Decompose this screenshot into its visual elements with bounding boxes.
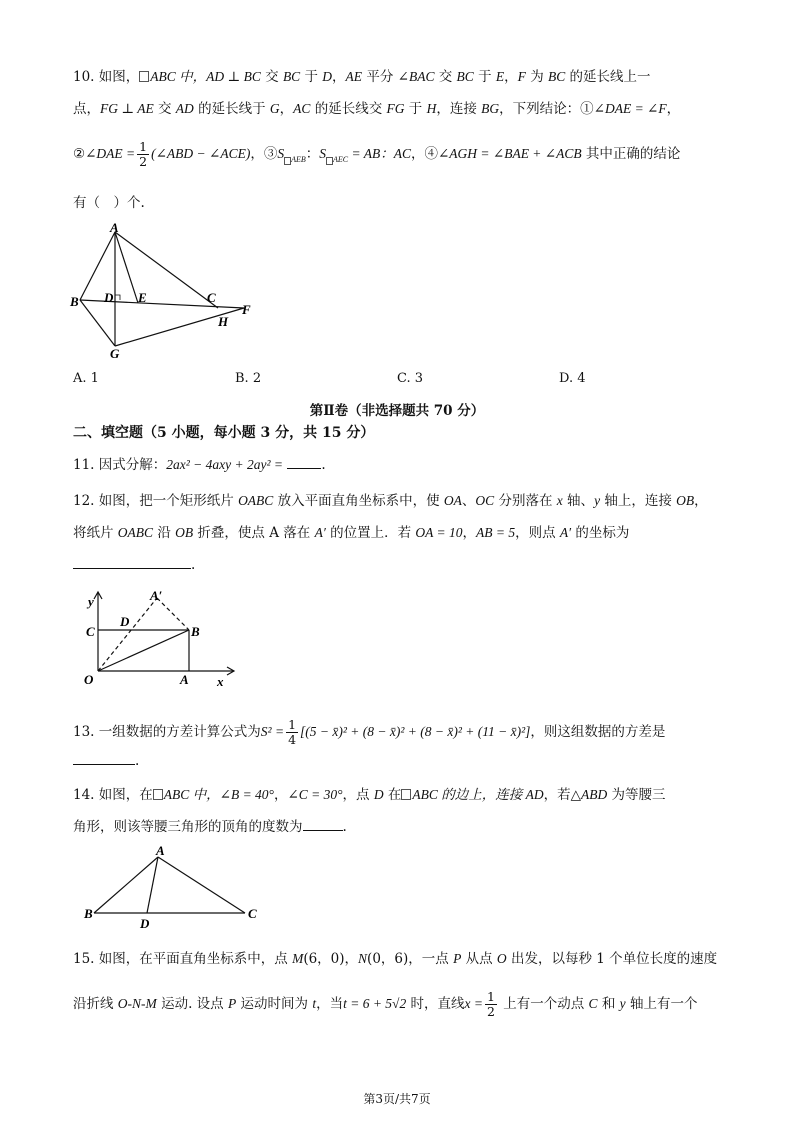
math: FG [386,101,405,116]
math: D [322,69,333,84]
label-C: C [207,290,216,305]
text: ，连接 [436,101,482,117]
label-x: x [217,674,224,688]
text: ② [73,146,86,162]
math: x [556,493,563,508]
text: (0，6)，一点 [367,951,454,967]
text: ，下列结论：① [499,101,594,117]
side-AC [158,857,245,913]
text: 为 [525,69,548,85]
math: A′ [559,525,572,540]
text: 点， [73,101,100,117]
math: O-N-M [117,996,157,1011]
text: ： [305,146,320,162]
math: y [619,996,626,1011]
math: S [319,146,326,161]
math: A′ [314,525,326,540]
math: ∠DAE = [85,146,136,161]
text: 落在 [278,525,315,541]
q13-line2 [73,752,139,770]
text: 15. 如图，在平面直角坐标系中，点 [73,951,293,967]
text: ， [279,101,294,117]
text: 沿 [153,525,176,541]
text: 从点 [461,951,497,967]
numerator: 1 [288,717,297,732]
text: 交 [260,69,283,85]
triangle-box-icon [401,789,411,800]
label-D: D [104,290,114,305]
math: H [426,101,437,116]
text: 折叠，使点 [193,525,270,541]
answer-blank[interactable] [303,830,343,831]
math: △ABD [570,787,608,802]
text: 在 [383,787,402,803]
option-a[interactable]: A. 1 [73,371,99,386]
math: S [277,146,285,161]
text: 轴上，连接 [600,493,677,509]
page-footer: 第3页/共7页 [363,1092,431,1106]
answer-blank[interactable] [73,568,191,569]
math: P [453,951,462,966]
math: AD [525,787,544,802]
q14-line2 [73,818,347,836]
math: AEC [333,154,349,164]
q12-line3 [73,556,195,574]
math: AB = 5 [476,525,516,540]
math: BC [548,69,566,84]
line-AE [115,232,138,303]
line-AH [115,232,218,308]
label-E: E [138,290,147,305]
q14-figure [80,843,270,933]
label-y: y [88,594,94,609]
math: D [373,787,384,802]
label-A: A [110,220,119,235]
text: ， [504,69,518,85]
triangle-box-icon [326,157,333,165]
math: AC [293,101,311,116]
line-BG [80,300,115,346]
option-c[interactable]: C. 3 [397,371,424,386]
math: 2ax² − 4axy + 2ay² = [166,457,284,472]
math: P [227,996,237,1011]
q10-line4: 有（ ）个. [73,195,145,211]
text: 沿折线 [73,996,118,1012]
right-angle-mark [115,295,120,300]
triangle-box-icon [153,789,163,800]
text: ， [666,101,681,117]
section-heading: 二、填空题（5 小题，每小题 3 分，共 15 分） [73,425,375,441]
text: ， [462,525,476,541]
text: 轴上有一个 [625,996,698,1012]
answer-blank[interactable] [287,468,321,469]
math: OABC [238,493,274,508]
q12-line2 [73,524,629,542]
math: OC [475,493,495,508]
option-b[interactable]: B. 2 [235,371,262,386]
text: (6，0)， [303,951,359,967]
label-B: B [191,624,200,639]
text: 11. 因式分解： [73,457,167,473]
math: t = 6 + 5√2 [343,996,407,1011]
text: 的延长线交 [310,101,387,117]
label-A: A [156,843,165,858]
text: ，点 [342,787,374,803]
math: OB [676,493,695,508]
q10-figure [68,220,268,362]
math: (∠ABD − ∠ACE) [151,146,251,161]
text: ，若 [543,787,571,803]
math: ∠DAE = ∠F [593,101,667,116]
label-B: B [70,294,79,309]
label-B: B [84,906,93,921]
q10-line2 [73,100,680,118]
text: 的坐标为 [571,525,630,541]
diagonal-OB [98,630,189,671]
text: 角形，则该等腰三角形的顶角的度数为 [73,819,303,835]
math: FG ⊥ AE [100,101,154,116]
math: x = [464,996,483,1011]
math: AE [345,69,363,84]
text: 出发，以每秒 1 个单位长度的速度 [506,951,718,967]
text: 放入平面直角坐标系中，使 [273,493,444,509]
text: 运动时间为 [236,996,313,1012]
label-A: A [180,672,189,687]
option-d[interactable]: D. 4 [559,371,586,386]
text: 将纸片 [73,525,118,541]
fold-OAp [98,598,157,671]
fraction [286,718,298,747]
text: 和 [597,996,620,1012]
denominator: 2 [139,154,148,169]
math: BC [456,69,474,84]
text: 13. 一组数据的方差计算公式为 [73,724,261,740]
text: 的位置上．若 [325,525,416,541]
text: ，则点 [515,525,560,541]
q10-line1 [73,68,651,86]
text: 14. 如图，在 [73,787,153,803]
math: OABC [117,525,154,540]
text: 的延长线上一 [565,69,651,85]
denominator: 4 [288,732,297,747]
text: 分别落在 [494,493,557,509]
text: . [135,753,140,769]
math: C [588,996,598,1011]
text: ，④ [410,146,438,162]
numerator: 1 [487,989,495,1004]
text: 的延长线于 [193,101,270,117]
text: 12. 如图，把一个矩形纸片 [73,493,239,509]
text: 为等腰三 [607,787,666,803]
math: N [358,951,368,966]
math: OA [443,493,462,508]
label-O: O [84,672,94,687]
math: ∠C = 30° [287,787,343,802]
q12-figure [72,586,242,688]
text: ，③ [250,146,278,162]
text: 交 [434,69,457,85]
math: ∠B = 40° [219,787,274,802]
text: 其中正确的结论 [581,146,681,162]
text: ABC 中， [150,69,207,84]
label-A-prime: A′ [150,588,163,603]
fraction [485,990,497,1019]
numerator: 1 [139,139,148,154]
denominator: 2 [487,1004,495,1019]
q14-line1 [73,786,666,804]
label-H: H [218,314,229,329]
text: 于 [404,101,427,117]
q11-line [73,456,326,474]
label-F: F [242,302,251,317]
label-D: D [140,916,150,931]
math: = AB：AC [348,146,411,161]
q13-line1 [73,718,665,747]
math: ABC 中， [163,787,220,802]
math: AD ⊥ BC [206,69,261,84]
text: ， [332,69,346,85]
section-title: 第Ⅱ卷（非选择题共 70 分） [309,403,485,419]
label-D: D [120,614,130,629]
text: . [321,457,326,473]
label-C: C [86,624,95,639]
math: t [312,996,317,1011]
math: y [594,493,601,508]
math: M [292,951,304,966]
label-G: G [110,346,120,361]
label-C: C [248,906,257,921]
math: F [517,69,526,84]
text: A [269,525,279,541]
text: 于 [473,69,496,85]
math: E [495,69,505,84]
text: . [191,557,196,573]
math: ABC 的边上，连接 [412,787,526,802]
q15-line2 [73,990,697,1019]
math: G [269,101,280,116]
math: [(5 − x̄)² + (8 − x̄)² + (8 − x̄)² + (11 − x̄)²] [300,724,531,739]
text: 时，直线 [406,996,465,1012]
math: ∠AGH = ∠BAE + ∠ACB [437,146,582,161]
text: ， [694,493,708,509]
math: BC [282,69,301,84]
text: 10. 如图， [73,69,140,85]
q12-line1 [73,492,708,510]
text: 交 [153,101,176,117]
math: AD [175,101,194,116]
answer-blank[interactable] [73,764,135,765]
q15-line1 [73,950,717,968]
triangle-box-icon [139,71,149,82]
text: ，则这组数据的方差是 [530,724,666,740]
q10-line3 [73,140,680,169]
text: 运动. 设点 [156,996,228,1012]
math: ∠BAC [397,69,435,84]
math: OB [175,525,194,540]
text: ， [273,787,288,803]
text: 上有一个动点 [498,996,589,1012]
math: OA = 10 [415,525,463,540]
fraction [137,140,149,169]
text: 轴、 [562,493,595,509]
text: ，当 [316,996,344,1012]
math: O [496,951,507,966]
math: S² = [260,724,285,739]
text: 、 [461,493,476,509]
text: . [342,819,347,835]
math: BG [481,101,500,116]
math: AEB [291,154,306,164]
text: 平分 [362,69,398,85]
text: 于 [300,69,323,85]
